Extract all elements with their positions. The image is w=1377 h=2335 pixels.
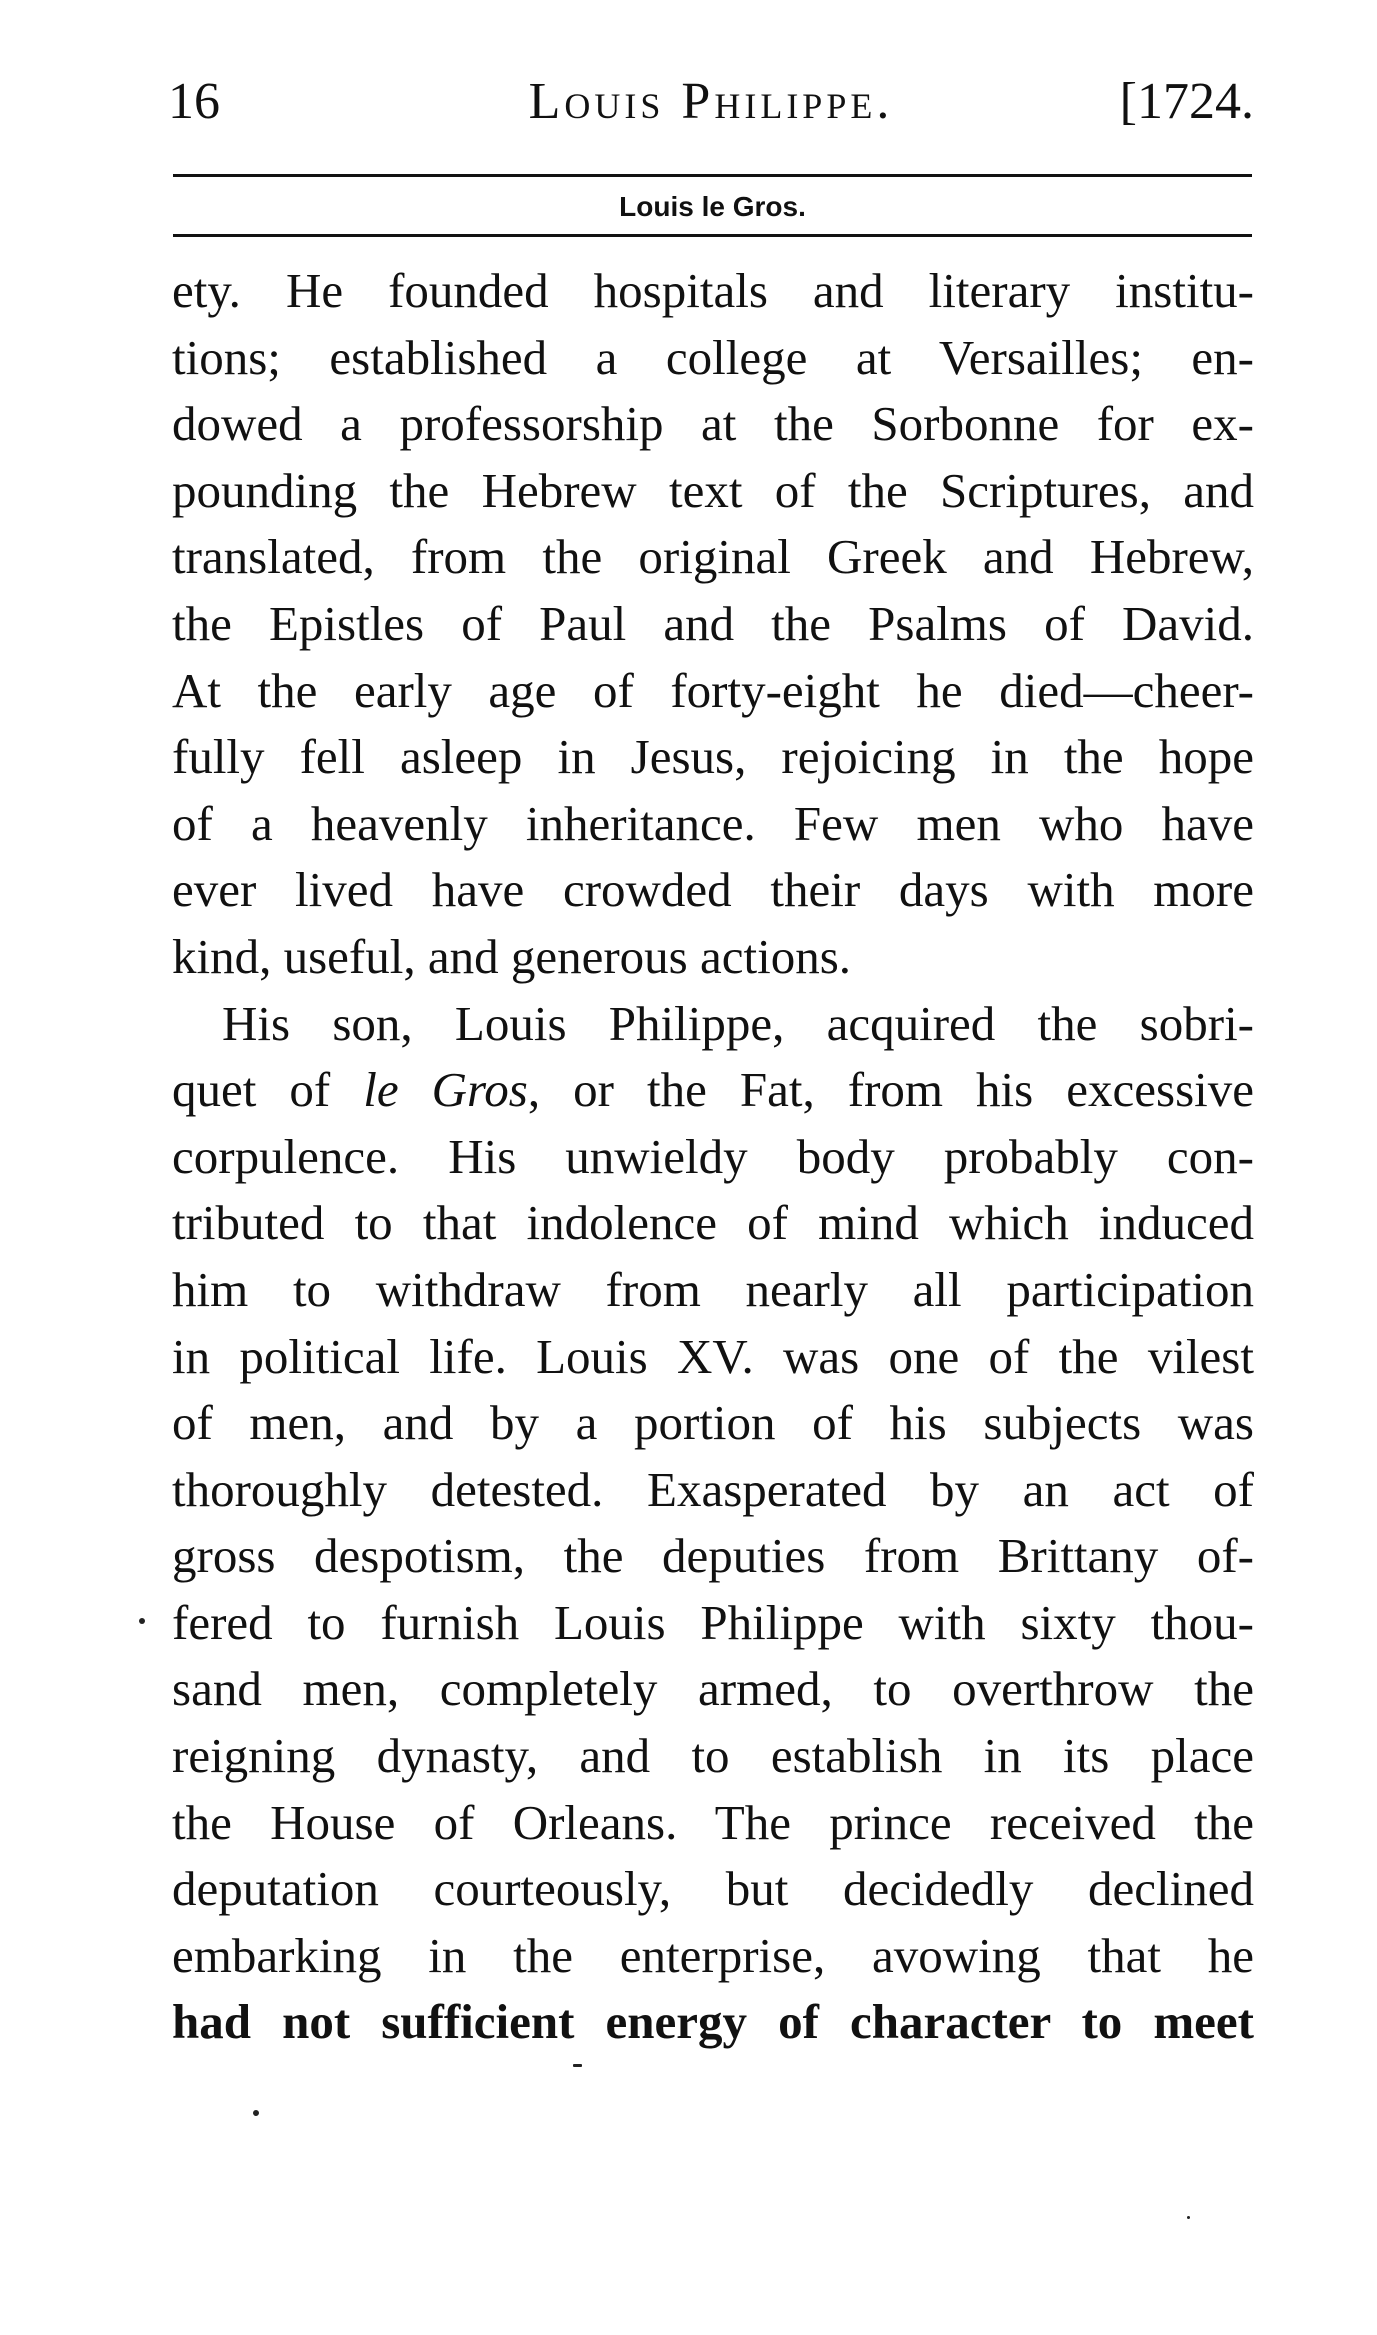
text-line: of a heavenly inheritance. Few men who have [172, 795, 1254, 851]
text-line: ever lived have crowded their days with more [172, 862, 1254, 918]
text-line: him to withdraw from nearly all participation [172, 1261, 1254, 1317]
text-line: of men, and by a portion of his subjects was [172, 1395, 1254, 1451]
header-rule-top [173, 174, 1252, 177]
text-line: gross despotism, the deputies from Brittany of- [172, 1528, 1254, 1584]
body-text [172, 258, 1254, 2056]
text-line: had not sufficient energy of character to meet [172, 1994, 1254, 2050]
text-line: ety. He founded hospitals and literary institu- [172, 263, 1254, 318]
running-title: Louis Philippe. [528, 73, 894, 130]
page-number: 16 [168, 73, 220, 130]
italic-term: le Gros [363, 1062, 528, 1118]
text-span: quet of [172, 1062, 364, 1118]
text-line: embarking in the enterprise, avowing that he [172, 1927, 1254, 1983]
header-year: [1724. [1119, 73, 1254, 130]
header-rule-bottom [173, 234, 1252, 237]
text-line: reigning dynasty, and to establish in its place [172, 1728, 1254, 1784]
text-line: pounding the Hebrew text of the Scriptures, and [172, 462, 1254, 518]
text-line: fully fell asleep in Jesus, rejoicing in the hope [172, 729, 1254, 785]
print-speck [573, 2064, 582, 2067]
text-line: corpulence. His unwieldy body probably con- [172, 1128, 1254, 1184]
text-line: sand men, completely armed, to overthrow the [172, 1661, 1254, 1717]
page-header [168, 62, 1254, 142]
text-line: kind, useful, and generous actions. [172, 928, 852, 984]
text-line: translated, from the original Greek and Hebrew, [172, 529, 1254, 585]
print-speck [139, 1618, 145, 1624]
text-line: the House of Orleans. The prince received the [172, 1794, 1254, 1850]
text-span: , or the Fat, from his excessive [527, 1062, 1254, 1118]
text-line: the Epistles of Paul and the Psalms of David. [172, 595, 1254, 651]
text-line: tions; established a college at Versailles; en- [172, 329, 1254, 385]
print-speck [253, 2110, 259, 2116]
text-line: in political life. Louis XV. was one of the vilest [172, 1328, 1254, 1384]
text-line-with-italic [172, 1057, 1254, 1124]
text-line: At the early age of forty-eight he died—cheer- [172, 662, 1254, 718]
text-line: tributed to that indolence of mind which induced [172, 1195, 1254, 1251]
text-line: His son, Louis Philippe, acquired the sobri- [222, 995, 1254, 1051]
text-line: deputation courteously, but decidedly declined [172, 1861, 1254, 1917]
print-speck [1187, 2216, 1190, 2219]
text-line: dowed a professorship at the Sorbonne for ex- [172, 396, 1254, 452]
text-line: thoroughly detested. Exasperated by an act of [172, 1461, 1254, 1517]
section-subhead: Louis le Gros. [619, 191, 806, 222]
text-line: fered to furnish Louis Philippe with sixty thou- [172, 1594, 1254, 1650]
